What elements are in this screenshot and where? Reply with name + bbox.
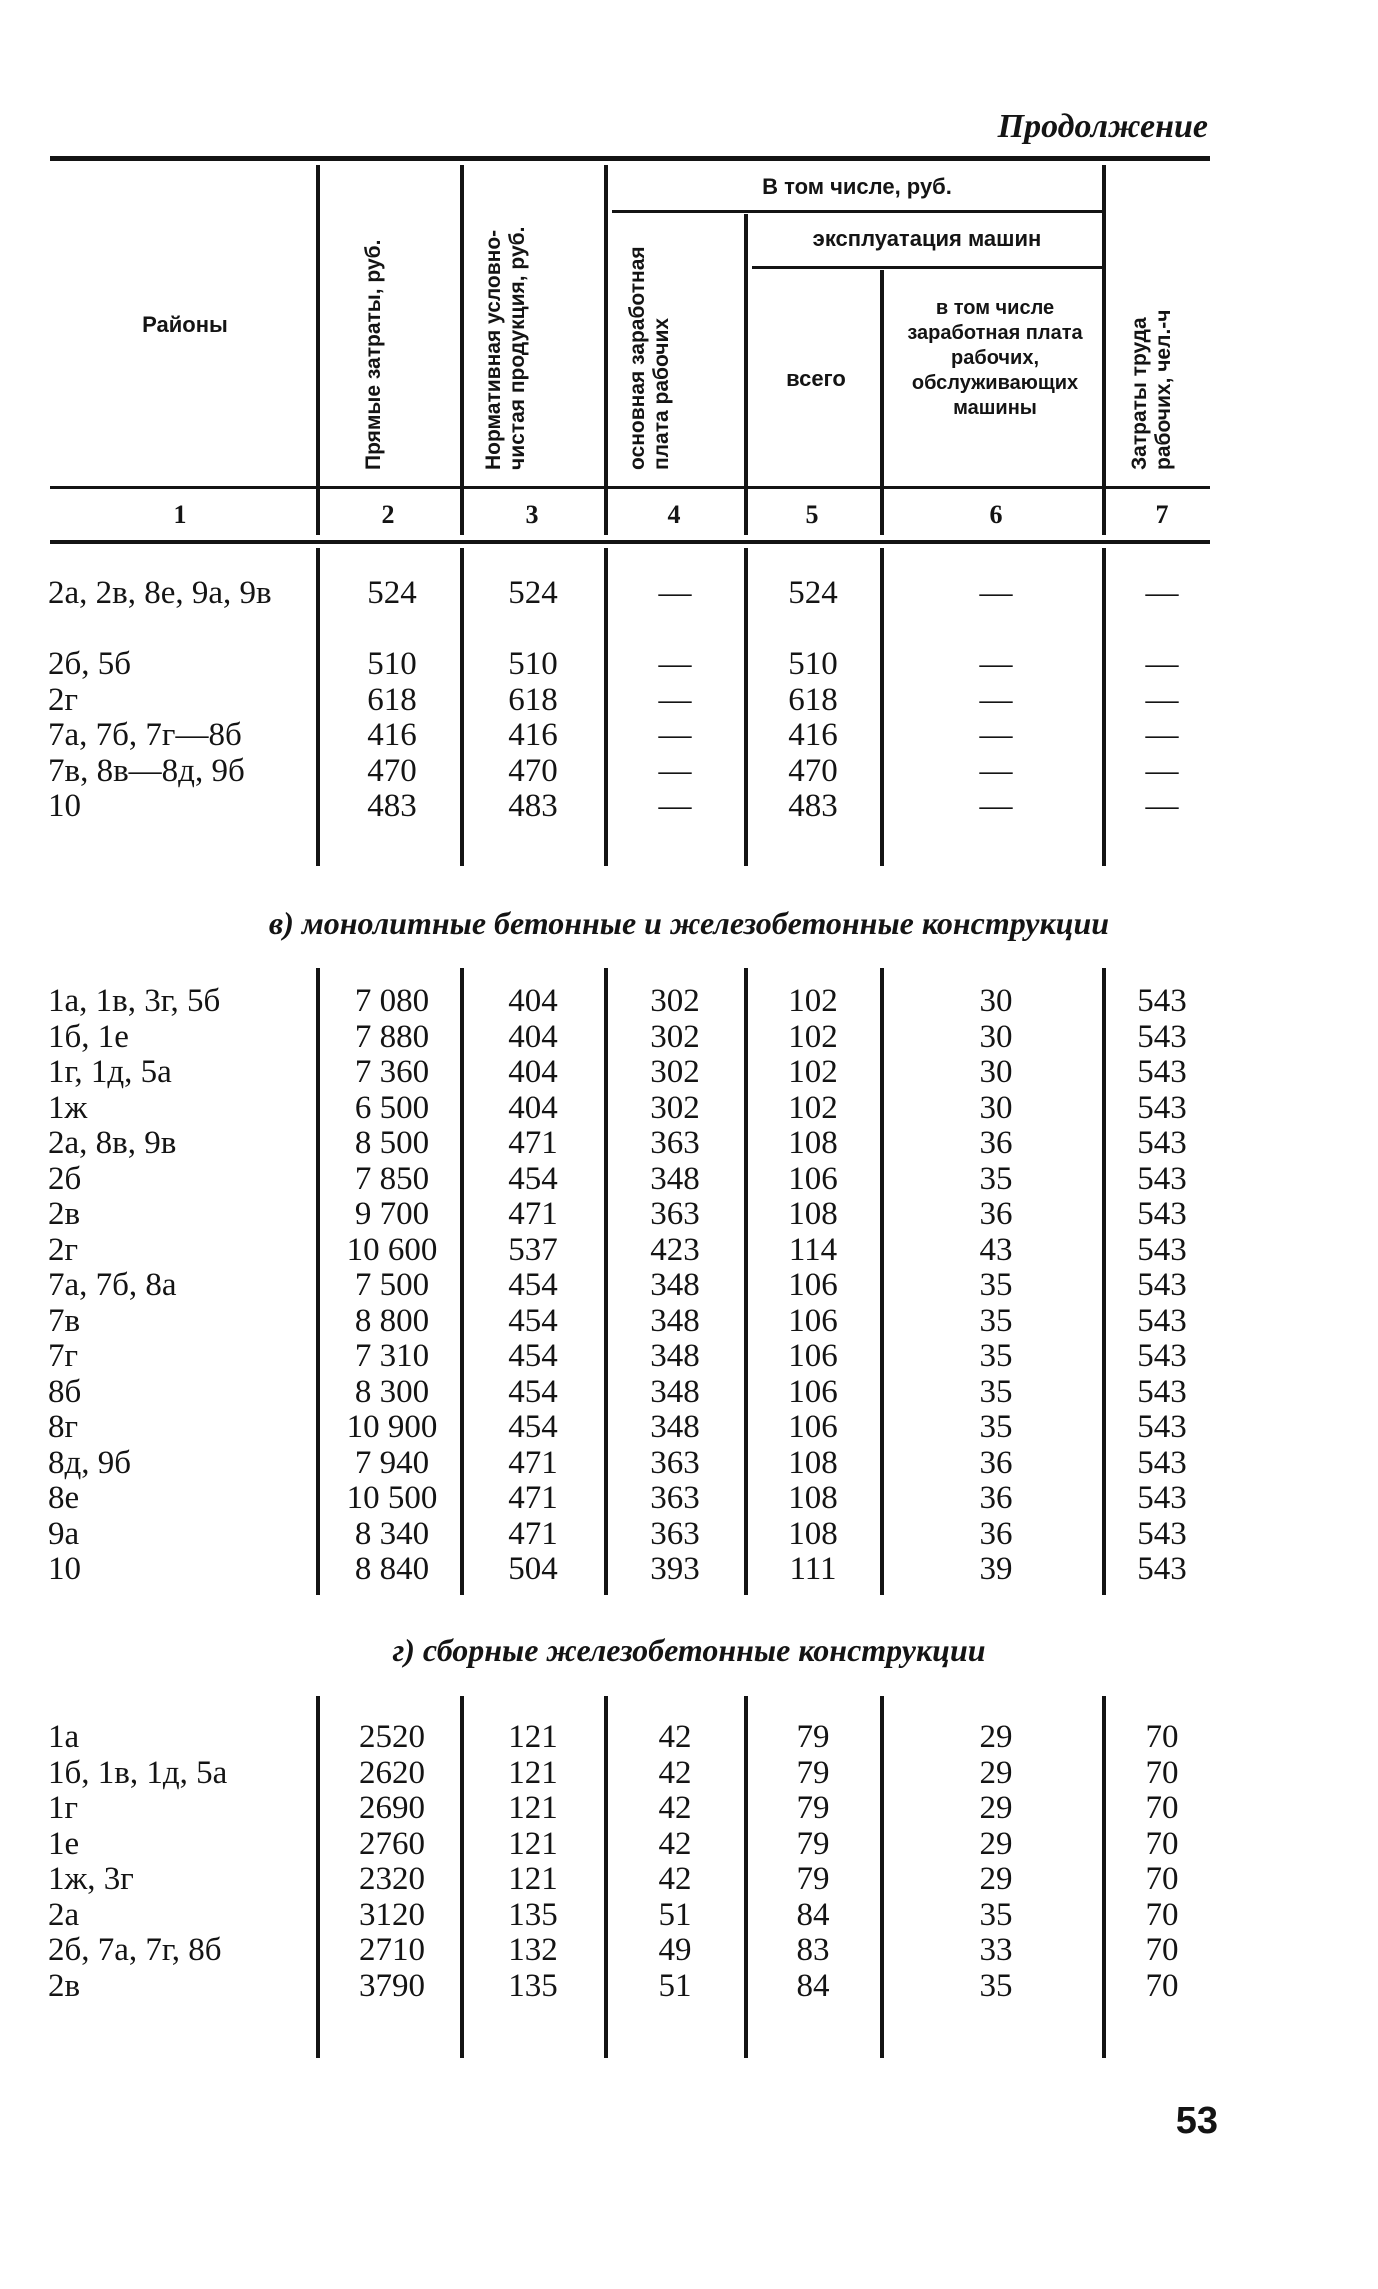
value-cell: 29 [979, 1861, 1013, 1897]
value-cell: 106 [788, 1338, 838, 1374]
region-cell: 2а, 8в, 9в [48, 1125, 177, 1161]
value-cell: 348 [650, 1160, 700, 1197]
table-row [0, 1791, 1378, 1827]
value-cell: — [658, 575, 692, 611]
value-cell: 70 [1145, 1967, 1179, 2004]
table-row [0, 1375, 1378, 1411]
region-cell: 2б, 7а, 7г, 8б [48, 1932, 222, 1968]
header-bottom-rule [50, 486, 1210, 489]
value-cell: 543 [1137, 1018, 1187, 1055]
value-cell: 348 [650, 1302, 700, 1339]
value-cell: 10 500 [346, 1480, 438, 1516]
value-cell: 35 [979, 1373, 1013, 1410]
value-cell: 36 [979, 1480, 1013, 1516]
value-cell: — [979, 717, 1013, 753]
table-row [0, 1091, 1378, 1127]
header-vline-4 [744, 214, 748, 535]
value-cell: 618 [788, 681, 838, 718]
value-cell: 543 [1137, 1373, 1187, 1410]
value-cell: 106 [788, 1409, 838, 1445]
region-cell: 10 [48, 1551, 81, 1587]
value-cell: 29 [979, 1719, 1013, 1755]
value-cell: 543 [1137, 1054, 1187, 1090]
value-cell: — [1145, 681, 1179, 718]
header-vline-3 [604, 165, 608, 535]
value-cell: 2520 [359, 1719, 425, 1755]
table-row [0, 1055, 1378, 1091]
value-cell: 8 840 [354, 1551, 430, 1587]
value-cell: 471 [508, 1444, 558, 1481]
column-number: 6 [989, 500, 1003, 529]
region-cell: 1ж, 3г [48, 1861, 134, 1897]
value-cell: 42 [658, 1861, 692, 1897]
value-cell: 36 [979, 1125, 1013, 1161]
table-row [0, 1827, 1378, 1863]
value-cell: 8 800 [354, 1302, 430, 1339]
value-cell: — [979, 788, 1013, 824]
table-row [0, 1552, 1378, 1588]
value-cell: 454 [508, 1267, 558, 1303]
table-row [0, 1233, 1378, 1269]
value-cell: 106 [788, 1160, 838, 1197]
value-cell: 9 700 [354, 1196, 430, 1232]
value-cell: 543 [1137, 1302, 1187, 1339]
value-cell: 121 [508, 1754, 558, 1791]
value-cell: 51 [658, 1896, 692, 1933]
value-cell: 114 [788, 1231, 838, 1268]
value-cell: 70 [1145, 1932, 1179, 1968]
value-cell: 30 [979, 1089, 1013, 1126]
value-cell: 132 [508, 1932, 558, 1968]
value-cell: 108 [788, 1196, 838, 1232]
value-cell: 537 [508, 1231, 558, 1268]
value-cell: 84 [796, 1896, 830, 1933]
value-cell: 10 600 [346, 1231, 438, 1268]
value-cell: 35 [979, 1302, 1013, 1339]
header-group-including: В том числе, руб. [762, 174, 952, 199]
header-vline-1 [316, 165, 320, 535]
value-cell: 416 [788, 717, 838, 753]
region-cell: 7в, 8в—8д, 9б [48, 752, 245, 789]
value-cell: 135 [508, 1896, 558, 1933]
value-cell: 83 [796, 1932, 830, 1968]
value-cell: 2690 [359, 1790, 425, 1826]
value-cell: 35 [979, 1160, 1013, 1197]
header-vline-2 [460, 165, 464, 535]
value-cell: 454 [508, 1409, 558, 1445]
value-cell: 7 310 [354, 1338, 430, 1374]
section-c-title: г) сборные железобетонные конструкции [392, 1632, 986, 1668]
value-cell: 42 [658, 1754, 692, 1791]
value-cell: 348 [650, 1267, 700, 1303]
value-cell: 79 [796, 1790, 830, 1826]
value-cell: 8 500 [354, 1125, 430, 1161]
table-row [0, 718, 1378, 754]
value-cell: 404 [508, 1018, 558, 1055]
value-cell: 108 [788, 1125, 838, 1161]
column-number: 3 [525, 500, 539, 529]
value-cell: 10 900 [346, 1409, 438, 1445]
value-cell: 84 [796, 1967, 830, 2004]
value-cell: 135 [508, 1967, 558, 2004]
value-cell: 454 [508, 1302, 558, 1339]
value-cell: 416 [367, 717, 417, 753]
value-cell: — [658, 681, 692, 718]
table-row [0, 1446, 1378, 1482]
value-cell: 454 [508, 1338, 558, 1374]
table-row [0, 1410, 1378, 1446]
value-cell: 30 [979, 983, 1013, 1019]
value-cell: 404 [508, 983, 558, 1019]
value-cell: 70 [1145, 1825, 1179, 1862]
value-cell: 106 [788, 1302, 838, 1339]
top-rule [50, 156, 1210, 161]
value-cell: — [658, 752, 692, 789]
value-cell: 30 [979, 1054, 1013, 1090]
value-cell: 7 080 [354, 983, 430, 1019]
table-row [0, 1126, 1378, 1162]
value-cell: 543 [1137, 1196, 1187, 1232]
value-cell: 111 [789, 1551, 837, 1587]
table-row [0, 1162, 1378, 1198]
value-cell: 302 [650, 983, 700, 1019]
table-row [0, 1933, 1378, 1969]
value-cell: 348 [650, 1338, 700, 1374]
table-row [0, 683, 1378, 719]
value-cell: 524 [788, 575, 838, 611]
value-cell: 42 [658, 1719, 692, 1755]
value-cell: 35 [979, 1967, 1013, 2004]
section-b-rows [0, 984, 1378, 1588]
value-cell: 618 [367, 681, 417, 718]
value-cell: 29 [979, 1825, 1013, 1862]
region-cell: 1а, 1в, 3г, 5б [48, 983, 221, 1019]
region-cell: 8е [48, 1480, 80, 1516]
value-cell: 70 [1145, 1754, 1179, 1791]
header-regions: Районы [142, 312, 228, 337]
header-vline-5 [880, 270, 884, 535]
value-cell: 36 [979, 1196, 1013, 1232]
value-cell: 471 [508, 1480, 558, 1516]
value-cell: — [1145, 788, 1179, 824]
value-cell: 454 [508, 1160, 558, 1197]
region-cell: 7г [48, 1338, 79, 1374]
value-cell: 106 [788, 1267, 838, 1303]
value-cell: — [1145, 646, 1179, 682]
table-row [0, 1898, 1378, 1934]
value-cell: 470 [508, 752, 558, 789]
value-cell: 543 [1137, 1515, 1187, 1552]
value-cell: 543 [1137, 1125, 1187, 1161]
value-cell: 33 [979, 1932, 1013, 1968]
header-base-wages: основная заработная плата рабочих [626, 246, 673, 470]
value-cell: 121 [508, 1825, 558, 1862]
value-cell: 348 [650, 1409, 700, 1445]
value-cell: 8 340 [354, 1515, 430, 1552]
value-cell: — [979, 646, 1013, 682]
header-direct-costs: Прямые затраты, руб. [362, 239, 385, 470]
table-row [0, 1304, 1378, 1340]
value-cell: — [658, 646, 692, 682]
number-row-rule [50, 540, 1210, 544]
value-cell: 102 [788, 1089, 838, 1126]
value-cell: 108 [788, 1444, 838, 1481]
region-cell: 1г [48, 1790, 79, 1826]
table-row [0, 1339, 1378, 1375]
value-cell: 121 [508, 1861, 558, 1897]
value-cell: 393 [650, 1551, 700, 1587]
value-cell: — [658, 788, 692, 824]
value-cell: 2760 [359, 1825, 425, 1862]
table-row [0, 576, 1378, 647]
header-machine-operation: эксплуатация машин [812, 226, 1042, 251]
value-cell: 302 [650, 1054, 700, 1090]
value-cell: 404 [508, 1054, 558, 1090]
value-cell: 543 [1137, 1551, 1187, 1587]
value-cell: 543 [1137, 1480, 1187, 1516]
value-cell: 363 [650, 1444, 700, 1481]
value-cell: 121 [508, 1790, 558, 1826]
value-cell: 524 [508, 575, 558, 611]
value-cell: 79 [796, 1754, 830, 1791]
value-cell: — [658, 717, 692, 753]
table-row [0, 1969, 1378, 2005]
value-cell: 504 [508, 1551, 558, 1587]
continuation-label: Продолжение [997, 108, 1208, 145]
value-cell: 35 [979, 1896, 1013, 1933]
region-cell: 8г [48, 1409, 79, 1445]
value-cell: 108 [788, 1480, 838, 1516]
value-cell: 35 [979, 1267, 1013, 1303]
table-row [0, 1756, 1378, 1792]
value-cell: 39 [979, 1551, 1013, 1587]
value-cell: 454 [508, 1373, 558, 1410]
section-b-title: в) монолитные бетонные и железобетонные конструкции [268, 905, 1110, 941]
value-cell: 49 [658, 1932, 692, 1968]
value-cell: 102 [788, 983, 838, 1019]
region-cell: 2в [48, 1196, 81, 1232]
table-row [0, 754, 1378, 790]
value-cell: 108 [788, 1515, 838, 1552]
column-number: 1 [173, 500, 187, 529]
value-cell: 543 [1137, 1267, 1187, 1303]
value-cell: 36 [979, 1444, 1013, 1481]
value-cell: 7 940 [354, 1444, 430, 1481]
value-cell: 2710 [359, 1932, 425, 1968]
subgroup-rule [752, 266, 1102, 269]
value-cell: 471 [508, 1515, 558, 1552]
table-row [0, 789, 1378, 825]
table-row [0, 1197, 1378, 1233]
value-cell: 510 [367, 646, 417, 682]
value-cell: 2620 [359, 1754, 425, 1791]
value-cell: 302 [650, 1018, 700, 1055]
value-cell: 543 [1137, 983, 1187, 1019]
region-cell: 2г [48, 681, 79, 718]
value-cell: — [1145, 752, 1179, 789]
value-cell: — [979, 575, 1013, 611]
value-cell: 7 880 [354, 1018, 430, 1055]
table-row [0, 984, 1378, 1020]
table-row [0, 647, 1378, 683]
value-cell: 106 [788, 1373, 838, 1410]
value-cell: 483 [508, 788, 558, 824]
value-cell: 302 [650, 1089, 700, 1126]
region-cell: 1г, 1д, 5а [48, 1054, 172, 1090]
region-cell: 7а, 7б, 7г—8б [48, 717, 242, 753]
value-cell: 35 [979, 1338, 1013, 1374]
column-number: 7 [1155, 500, 1169, 529]
region-cell: 1б, 1в, 1д, 5а [48, 1754, 228, 1791]
value-cell: 483 [367, 788, 417, 824]
value-cell: 423 [650, 1231, 700, 1268]
value-cell: 471 [508, 1196, 558, 1232]
value-cell: 470 [367, 752, 417, 789]
value-cell: 470 [788, 752, 838, 789]
value-cell: 543 [1137, 1231, 1187, 1268]
region-cell: 1б, 1е [48, 1018, 129, 1055]
value-cell: 363 [650, 1196, 700, 1232]
region-cell: 2б [48, 1160, 82, 1197]
value-cell: 102 [788, 1054, 838, 1090]
value-cell: 543 [1137, 1089, 1187, 1126]
value-cell: 70 [1145, 1896, 1179, 1933]
section-a-rows [0, 576, 1378, 825]
value-cell: 363 [650, 1515, 700, 1552]
value-cell: 543 [1137, 1444, 1187, 1481]
region-cell: 8б [48, 1373, 82, 1410]
value-cell: 524 [367, 575, 417, 611]
region-cell: 2а, 2в, 8е, 9а, 9в [48, 575, 272, 611]
value-cell: 70 [1145, 1861, 1179, 1897]
header-vline-6 [1102, 165, 1106, 535]
value-cell: 363 [650, 1480, 700, 1516]
region-cell: 2в [48, 1967, 81, 2004]
value-cell: 416 [508, 717, 558, 753]
value-cell: 7 850 [354, 1160, 430, 1197]
header-net-production: Нормативная условно-чистая продукция, руб. [482, 226, 529, 470]
value-cell: 42 [658, 1825, 692, 1862]
value-cell: 29 [979, 1754, 1013, 1791]
value-cell: 8 300 [354, 1373, 430, 1410]
value-cell: 43 [979, 1231, 1013, 1268]
header-total: всего [786, 366, 846, 391]
header-labor-costs: Затраты труда рабочих, чел.-ч [1128, 309, 1175, 470]
table-row [0, 1720, 1378, 1756]
value-cell: 70 [1145, 1719, 1179, 1755]
value-cell: — [1145, 575, 1179, 611]
value-cell: 3120 [359, 1896, 425, 1933]
table-row [0, 1517, 1378, 1553]
table-row [0, 1020, 1378, 1056]
column-number: 2 [381, 500, 395, 529]
page-number: 53 [1175, 2100, 1218, 2142]
region-cell: 2г [48, 1231, 79, 1268]
region-cell: 1ж [48, 1089, 88, 1126]
region-cell: 9а [48, 1515, 80, 1552]
value-cell: — [979, 681, 1013, 718]
value-cell: 6 500 [354, 1089, 430, 1126]
region-cell: 7а, 7б, 8а [48, 1267, 177, 1303]
column-number: 4 [667, 500, 681, 529]
value-cell: 543 [1137, 1409, 1187, 1445]
value-cell: 29 [979, 1790, 1013, 1826]
value-cell: — [979, 752, 1013, 789]
group-rule [612, 210, 1102, 213]
table-row [0, 1862, 1378, 1898]
value-cell: 404 [508, 1089, 558, 1126]
value-cell: 70 [1145, 1790, 1179, 1826]
value-cell: 51 [658, 1967, 692, 2004]
value-cell: 471 [508, 1125, 558, 1161]
section-c-rows [0, 1720, 1378, 2004]
value-cell: 102 [788, 1018, 838, 1055]
region-cell: 7в [48, 1302, 81, 1339]
value-cell: 543 [1137, 1338, 1187, 1374]
region-cell: 1е [48, 1825, 80, 1862]
value-cell: 483 [788, 788, 838, 824]
value-cell: 2320 [359, 1861, 425, 1897]
region-cell: 2б, 5б [48, 646, 132, 682]
region-cell: 10 [48, 788, 81, 824]
value-cell: 348 [650, 1373, 700, 1410]
value-cell: 363 [650, 1125, 700, 1161]
value-cell: 618 [508, 681, 558, 718]
region-cell: 1а [48, 1719, 80, 1755]
value-cell: 7 360 [354, 1054, 430, 1090]
column-number: 5 [805, 500, 819, 529]
value-cell: 3790 [359, 1967, 425, 2004]
value-cell: 35 [979, 1409, 1013, 1445]
header-machine-wages: в том числе заработная плата рабочих, обслуживающих машины [907, 297, 1083, 419]
value-cell: 42 [658, 1790, 692, 1826]
value-cell: 30 [979, 1018, 1013, 1055]
table-row [0, 1268, 1378, 1304]
value-cell: 7 500 [354, 1267, 430, 1303]
value-cell: — [1145, 717, 1179, 753]
value-cell: 36 [979, 1515, 1013, 1552]
value-cell: 510 [788, 646, 838, 682]
region-cell: 8д, 9б [48, 1444, 132, 1481]
value-cell: 79 [796, 1861, 830, 1897]
value-cell: 510 [508, 646, 558, 682]
value-cell: 79 [796, 1825, 830, 1862]
table-row [0, 1481, 1378, 1517]
value-cell: 543 [1137, 1160, 1187, 1197]
value-cell: 121 [508, 1719, 558, 1755]
region-cell: 2а [48, 1896, 80, 1933]
value-cell: 79 [796, 1719, 830, 1755]
